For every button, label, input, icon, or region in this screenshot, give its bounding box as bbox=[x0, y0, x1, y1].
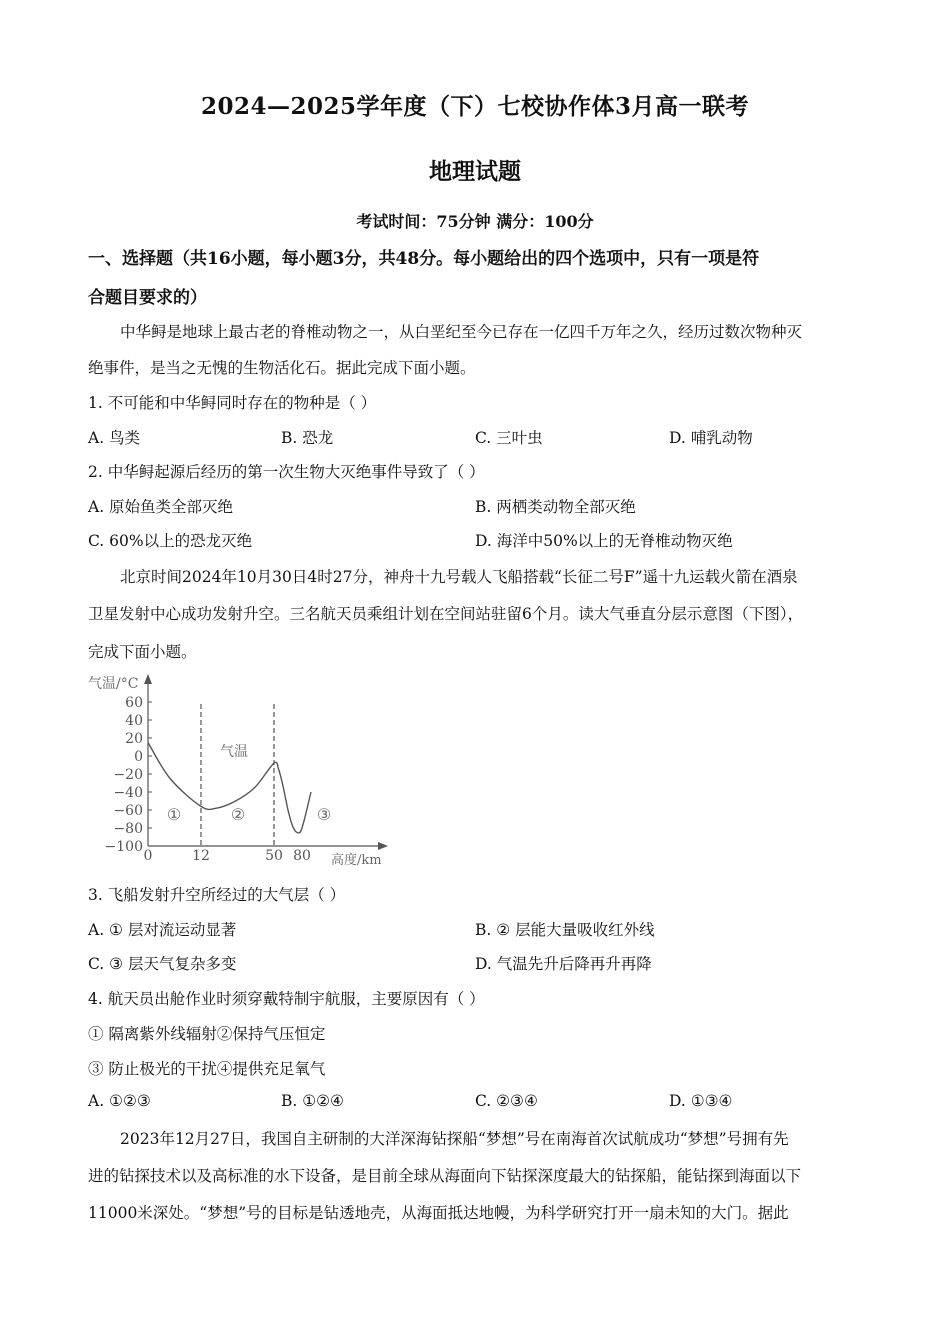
passage3-line2: 进的钻探技术以及高标准的水下设备，是目前全球从海面向下钻探深度最大的钻探船，能钻探到海面以下 bbox=[88, 1167, 802, 1185]
y-axis-arrow bbox=[144, 674, 152, 684]
passage2-line2: 卫星发射中心成功发射升空。三名航天员乘组计划在空间站驻留6个月。读大气垂直分层示意图（下图）， bbox=[88, 605, 804, 623]
section-heading-line2: 合题目要求的） bbox=[88, 288, 207, 308]
question-2-option-b[interactable]: B. 两栖类动物全部灭绝 bbox=[475, 498, 636, 516]
passage3-line1: 2023年12月27日，我国自主研制的大洋深海钻探船“梦想”号在南海首次试航成功“梦想”号拥有先 bbox=[120, 1130, 789, 1148]
question-3-option-d[interactable]: D. 气温先升后降再升再降 bbox=[475, 955, 652, 973]
y-tick-label: −100 bbox=[104, 839, 143, 855]
question-3-stem: 3. 飞船发射升空所经过的大气层（ ） bbox=[88, 886, 346, 904]
layer-label: ③ bbox=[316, 805, 332, 824]
x-axis-arrow bbox=[378, 842, 388, 850]
question-1-option-a[interactable]: A. 鸟类 bbox=[88, 429, 141, 447]
question-4-item2: ③ 防止极光的干扰④提供充足氧气 bbox=[88, 1060, 326, 1078]
y-axis-label: 气温/°C bbox=[88, 676, 139, 692]
y-tick-label: 0 bbox=[134, 749, 143, 765]
x-axis-label: 高度/km bbox=[331, 853, 382, 868]
exam-info: 考试时间：75分钟 满分：100分 bbox=[356, 212, 594, 231]
question-1-stem: 1. 不可能和中华鲟同时存在的物种是（ ） bbox=[88, 394, 377, 412]
exam-title: 2024—2025学年度（下）七校协作体3月高一联考 bbox=[200, 93, 750, 120]
question-3-option-c[interactable]: C. ③ 层天气复杂多变 bbox=[88, 955, 237, 973]
x-tick-label: 50 bbox=[265, 848, 283, 864]
passage1-line2: 绝事件，是当之无愧的生物活化石。据此完成下面小题。 bbox=[88, 359, 476, 377]
question-4-stem: 4. 航天员出舱作业时须穿戴特制宇航服，主要原因有（ ） bbox=[88, 990, 485, 1008]
y-tick-label: −60 bbox=[113, 803, 143, 819]
section-heading-line1: 一、选择题（共16小题，每小题3分，共48分。每小题给出的四个选项中，只有一项是符 bbox=[88, 249, 760, 269]
question-1-option-b[interactable]: B. 恐龙 bbox=[281, 429, 334, 447]
question-3-option-a[interactable]: A. ① 层对流运动显著 bbox=[88, 921, 237, 939]
question-1-option-c[interactable]: C. 三叶虫 bbox=[475, 429, 543, 447]
y-tick-label: −80 bbox=[113, 821, 143, 837]
question-2-option-c[interactable]: C. 60%以上的恐龙灭绝 bbox=[88, 532, 253, 550]
question-1-option-d[interactable]: D. 哺乳动物 bbox=[669, 429, 753, 447]
passage3-line3: 11000米深处。“梦想”号的目标是钻透地壳，从海面抵达地幔，为科学研究打开一扇未知的大门。据此 bbox=[88, 1204, 789, 1222]
x-tick-label: 12 bbox=[192, 848, 210, 864]
x-tick-label: 80 bbox=[293, 848, 311, 864]
passage1-line1: 中华鲟是地球上最古老的脊椎动物之一，从白垩纪至今已存在一亿四千万年之久，经历过数次物种灭 bbox=[120, 323, 803, 341]
y-tick-label: −40 bbox=[113, 785, 143, 801]
passage2-line1: 北京时间2024年10月30日4时27分，神舟十九号载人飞船搭载“长征二号F”遥十九运载火箭在酒泉 bbox=[120, 568, 798, 586]
layer-label: ① bbox=[166, 805, 182, 824]
atmosphere-layer-chart bbox=[84, 668, 404, 870]
y-tick-label: −20 bbox=[113, 767, 143, 783]
question-4-option-d[interactable]: D. ①③④ bbox=[669, 1092, 733, 1110]
question-2-stem: 2. 中华鲟起源后经历的第一次生物大灭绝事件导致了（ ） bbox=[88, 463, 485, 481]
question-2-option-d[interactable]: D. 海洋中50%以上的无脊椎动物灭绝 bbox=[475, 532, 733, 550]
subject-title: 地理试题 bbox=[429, 158, 521, 185]
y-tick-label: 40 bbox=[125, 713, 143, 729]
question-4-option-c[interactable]: C. ②③④ bbox=[475, 1092, 538, 1110]
curve-label: 气温 bbox=[220, 744, 248, 760]
question-3-option-b[interactable]: B. ② 层能大量吸收红外线 bbox=[475, 921, 655, 939]
passage2-line3: 完成下面小题。 bbox=[88, 643, 197, 661]
y-tick-label: 20 bbox=[125, 731, 143, 747]
question-2-option-a[interactable]: A. 原始鱼类全部灭绝 bbox=[88, 498, 234, 516]
x-tick-label: 0 bbox=[143, 848, 153, 864]
question-4-option-b[interactable]: B. ①②④ bbox=[281, 1092, 344, 1110]
question-4-option-a[interactable]: A. ①②③ bbox=[88, 1092, 151, 1110]
layer-label: ② bbox=[230, 805, 246, 824]
y-tick-label: 60 bbox=[125, 695, 143, 711]
question-4-item1: ① 隔离紫外线辐射②保持气压恒定 bbox=[88, 1025, 326, 1043]
